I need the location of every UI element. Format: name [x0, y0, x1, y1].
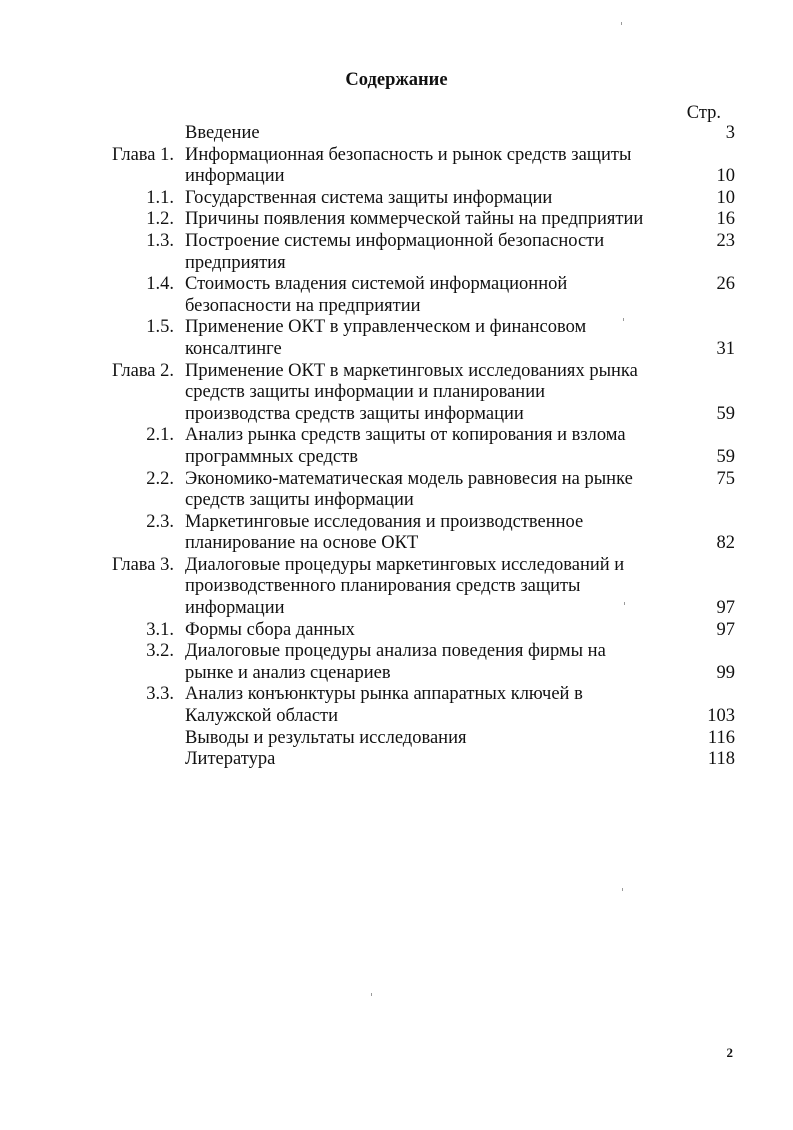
scan-speck — [621, 22, 622, 25]
toc-entry-line: Введение — [185, 123, 260, 143]
toc-entry-line: консалтинге — [185, 338, 282, 359]
toc-entry[interactable] — [0, 317, 793, 360]
toc-entry[interactable] — [0, 188, 793, 210]
toc-entry-page: 10 — [716, 187, 735, 208]
toc-entry-line: Причины появления коммерческой тайны на предприятии — [185, 209, 644, 230]
page-number: 2 — [726, 1045, 733, 1060]
toc-entry-number: 1.1. — [146, 187, 174, 208]
toc-entry-line: рынке и анализ сценариев — [185, 662, 391, 683]
toc-entry-number: 1.3. — [146, 230, 174, 251]
toc-entry-page: 82 — [716, 533, 735, 554]
toc-entry-page: 99 — [716, 662, 735, 683]
toc-entry-page: 116 — [707, 727, 735, 748]
toc-entry-line: Маркетинговые исследования и производственное — [185, 511, 584, 532]
toc-entry-title — [185, 209, 665, 231]
toc-entry-number: Глава 1. — [112, 144, 174, 165]
scan-speck — [622, 888, 623, 891]
toc-entry-title — [185, 684, 665, 727]
toc-entry-title — [185, 749, 665, 771]
toc-entry-line: планирование на основе ОКТ — [185, 533, 419, 554]
toc-entry-page: 97 — [716, 598, 735, 619]
toc-entry-number: 3.2. — [146, 641, 174, 662]
scan-speck — [623, 318, 624, 321]
toc-entry-line: Калужской области — [185, 706, 339, 727]
toc-entry-title — [185, 317, 665, 360]
toc-entry-title — [185, 555, 665, 620]
toc-entry-line: Построение системы информационной безопасности — [185, 230, 605, 251]
toc-entry-page: 103 — [707, 706, 735, 727]
scan-speck — [624, 602, 625, 605]
toc-entry-number: 2.3. — [146, 511, 174, 532]
toc-entry-title — [185, 274, 665, 317]
toc-entry[interactable] — [0, 749, 793, 771]
toc-entry-line: Формы сбора данных — [185, 619, 355, 640]
table-of-contents — [0, 123, 793, 771]
toc-entry[interactable] — [0, 123, 793, 145]
toc-entry-title — [185, 361, 665, 426]
toc-entry-line: производственного планирования средств защиты — [185, 576, 581, 597]
toc-entry-line: Выводы и результаты исследования — [185, 727, 467, 748]
toc-entry[interactable] — [0, 512, 793, 555]
toc-entry-line: информации — [185, 166, 285, 187]
toc-entry-page: 118 — [707, 749, 735, 770]
toc-entry[interactable] — [0, 231, 793, 274]
toc-entry-title — [185, 469, 665, 512]
toc-entry-line: безопасности на предприятии — [185, 295, 421, 316]
toc-entry-line: Диалоговые процедуры маркетинговых исследований и — [185, 554, 625, 575]
toc-entry-title — [185, 641, 665, 684]
toc-entry-line: информации — [185, 598, 285, 619]
toc-entry-number: Глава 2. — [112, 360, 174, 381]
toc-entry-title — [185, 425, 665, 468]
toc-entry-page: 26 — [716, 274, 735, 295]
toc-entry-number: Глава 3. — [112, 554, 174, 575]
toc-entry-title — [185, 728, 665, 750]
toc-entry-page: 31 — [716, 338, 735, 359]
toc-entry-title — [185, 123, 665, 145]
toc-entry-page: 97 — [716, 619, 735, 640]
toc-entry-line: Информационная безопасность и рынок средств защиты — [185, 144, 632, 165]
toc-entry-line: Стоимость владения системой информационной — [185, 274, 568, 295]
toc-entry-title — [185, 231, 665, 274]
toc-entry[interactable] — [0, 145, 793, 188]
toc-entry-line: производства средств защиты информации — [185, 403, 524, 424]
toc-entry-line: Государственная система защиты информации — [185, 187, 553, 208]
toc-entry[interactable] — [0, 684, 793, 727]
toc-entry-line: Литература — [185, 749, 276, 770]
toc-entry-page: 23 — [716, 230, 735, 251]
toc-entry-line: средств защиты информации — [185, 490, 414, 511]
toc-entry-line: Применение ОКТ в маркетинговых исследованиях рынка — [185, 360, 638, 381]
toc-entry-line: программных средств — [185, 446, 358, 467]
toc-entry-line: средств защиты информации и планировании — [185, 382, 546, 403]
toc-entry[interactable] — [0, 274, 793, 317]
toc-entry-line: Экономико-математическая модель равновесия на рынке — [185, 468, 633, 489]
toc-entry[interactable] — [0, 620, 793, 642]
toc-entry-page: 59 — [716, 446, 735, 467]
toc-entry-number: 1.2. — [146, 209, 174, 230]
toc-entry[interactable] — [0, 641, 793, 684]
toc-entry-number: 3.1. — [146, 619, 174, 640]
toc-entry-number: 1.5. — [146, 317, 174, 338]
toc-entry[interactable] — [0, 469, 793, 512]
toc-entry-title — [185, 145, 665, 188]
toc-entry-title — [185, 620, 665, 642]
toc-entry[interactable] — [0, 361, 793, 426]
toc-entry-page: 10 — [716, 166, 735, 187]
toc-entry-page: 75 — [716, 468, 735, 489]
toc-entry-page: 16 — [716, 209, 735, 230]
toc-entry[interactable] — [0, 555, 793, 620]
toc-entry-line: предприятия — [185, 252, 286, 273]
page-title: Содержание — [345, 70, 448, 90]
page-column-header: Стр. — [686, 103, 721, 123]
toc-entry-page: 3 — [725, 123, 735, 143]
toc-entry-title — [185, 188, 665, 210]
toc-entry-number: 2.2. — [146, 468, 174, 489]
toc-entry[interactable] — [0, 728, 793, 750]
toc-entry-line: Применение ОКТ в управленческом и финансовом — [185, 317, 587, 338]
toc-entry-line: Диалоговые процедуры анализа поведения фирмы на — [185, 641, 606, 662]
toc-entry[interactable] — [0, 209, 793, 231]
toc-entry[interactable] — [0, 425, 793, 468]
toc-entry-number: 1.4. — [146, 274, 174, 295]
toc-entry-number: 3.3. — [146, 684, 174, 705]
scan-speck — [371, 993, 372, 996]
toc-entry-number: 2.1. — [146, 425, 174, 446]
toc-entry-line: Анализ рынка средств защиты от копирования и взлома — [185, 425, 626, 446]
toc-entry-page: 59 — [716, 403, 735, 424]
toc-entry-line: Анализ конъюнктуры рынка аппаратных ключей в — [185, 684, 583, 705]
toc-entry-title — [185, 512, 665, 555]
